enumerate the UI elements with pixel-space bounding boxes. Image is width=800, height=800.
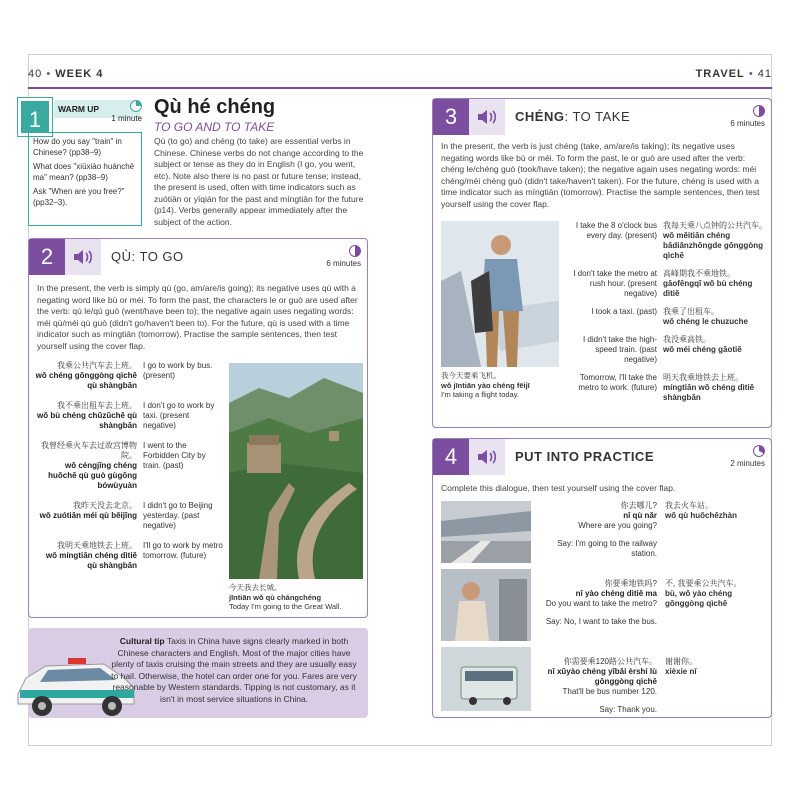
- dialogue-prompt: 你去哪儿? nǐ qù nǎr Where are you going? Say: I'm going to the railway station.: [557, 501, 657, 558]
- intro-title: Qù hé chéng: [154, 96, 276, 118]
- dialogue-answer: 不, 我要乘公共汽车。 bù, wǒ yào chéng gōnggòng qìchē: [665, 579, 742, 608]
- caption-pinyin: wǒ jīntiān yào chéng fēijī: [441, 380, 530, 390]
- header-rule: [28, 87, 772, 89]
- cultural-tip-body: Taxis in China have signs clearly marked in both Chinese characters and English. Most of the major cities have plenty of taxis cruising the main streets and they are usually easy to hail. Otherwise, the hotel can order one for you. Fares are very reasonable by Western standards. Tipping is not customary, as it isn't in most service situations in China.: [111, 636, 357, 704]
- section-4-audio[interactable]: [469, 439, 505, 475]
- intro-text: Qù (to go) and chéng (to take) are essential verbs in Chinese. Chinese verbs do not change according to the subject or tense as they do in English (I go, you went, etc). Note also there is no past or future tense; instead, the present is used, often with time indicators such as zuótiān or yīqián for the past and míngtiān for the future (p14). Verbs generally appear immediately after the subject of the action.: [154, 136, 364, 227]
- section-4-box: [432, 438, 772, 718]
- section-2-timer: 6 minutes: [326, 245, 361, 268]
- caption-chinese: 今天我去长城。: [229, 583, 282, 592]
- warmup-number-badge: 1: [18, 98, 52, 136]
- dialogue-answer: 我去火车站。 wǒ qù huǒchēzhàn: [665, 501, 737, 520]
- left-week-label: WEEK 4: [55, 68, 104, 80]
- sentence-row: [35, 401, 225, 431]
- sentence-chinese: 我乘公共汽车去上班。 wǒ chéng gōnggòng qìchē qù shàngbān: [35, 361, 137, 390]
- section-4-dialogue: [535, 501, 771, 735]
- speaker-icon: [469, 99, 505, 135]
- cultural-tip: [28, 628, 368, 718]
- right-page-header: TRAVEL • 41: [695, 68, 772, 80]
- sentence-english: I don't go to work by taxi. (present negative): [143, 401, 215, 430]
- section-4-timer: 2 minutes: [730, 445, 765, 468]
- sentence-row: [35, 541, 225, 571]
- right-section-label: TRAVEL: [695, 68, 745, 80]
- left-page-header: 40 • WEEK 4: [28, 68, 104, 80]
- warmup-timer: 1 minute: [111, 100, 142, 123]
- section-3-timer: 6 minutes: [730, 105, 765, 128]
- sentence-english: I went to the Forbidden City by train. (past): [143, 441, 206, 470]
- section-2-text: In the present, the verb is simply qù (go, am/are/is going); its negative uses qù with a negating word like bù or méi. To form the past, the characters le or guò are used after the verb: qù le/qù guò (went/have been to); the negative again uses negating words: méi qù/méi qù guò (didn't go/haven't been to). For the future, qù is used with a time indicator such as míngtiān (tomorrow). Practise the sample sentences, then test yourself using the cover flap.: [37, 283, 358, 351]
- sentence-chinese: 我曾经乘火车去过故宫博物院。 wǒ céngjīng chéng huǒchē qù guò gùgōng bówùyuàn: [41, 441, 137, 490]
- section-3-box: [432, 98, 772, 428]
- intro-subtitle: TO GO AND TO TAKE: [154, 120, 275, 134]
- warmup-box: [18, 98, 142, 226]
- right-page-number: 41: [757, 68, 772, 80]
- sentence-english: I took a taxi. (past): [591, 307, 657, 316]
- metro-photo: [441, 569, 531, 641]
- sentence-english: Tomorrow, I'll take the metro to work. (future): [578, 373, 657, 392]
- sentence-chinese: 我乘了出租车。 wǒ chéng le chuzuche: [663, 307, 748, 326]
- section-2-number: 2: [29, 239, 65, 275]
- sentence-chinese: 我不乘出租车去上班。 wǒ bù chéng chūzūchē qù shàngbān: [37, 401, 137, 430]
- sentence-english: I'll go to work by metro tomorrow. (future): [143, 541, 223, 560]
- sentence-row: [35, 501, 225, 531]
- dialogue-exchange: [535, 657, 771, 723]
- section-4-instruction: Complete this dialogue, then test yourself using the cover flap.: [441, 483, 676, 493]
- section-3-title: CHÉNG: TO TAKE: [515, 109, 631, 124]
- sentence-chinese: 我每天乘八点钟的公共汽车。 wǒ měitiān chéng bādiǎnzhōngde gōnggòng qìchē: [663, 221, 767, 260]
- bus-photo: [441, 647, 531, 711]
- warmup-question-3: Ask "When are you free?" (pp32–3).: [33, 187, 125, 207]
- caption-english: Today I'm going to the Great Wall.: [229, 602, 342, 611]
- cultural-tip-label: Cultural tip: [119, 636, 165, 646]
- speaker-icon: [469, 439, 505, 475]
- warmup-question-2: What does "xiūxiào huánchē ma" mean? (pp38–9): [33, 162, 135, 182]
- dialogue-prompt: 你需要乘120路公共汽车。 nǐ xūyào chéng yībǎi èrshí lù gōnggòng qìchē That'll be bus number 120. Say: Thank you.: [547, 657, 657, 714]
- great-wall-photo: [229, 363, 363, 579]
- dialogue-answer: 谢谢你。 xièxie nǐ: [665, 657, 697, 676]
- section-4-title: PUT INTO PRACTICE: [515, 449, 654, 464]
- sentence-row: [563, 307, 769, 327]
- sentence-row: [563, 335, 769, 365]
- section-3-number: 3: [433, 99, 469, 135]
- sentence-chinese: 高峰期我不乘地铁。 gāofēngqī wǒ bù chéng dìtiě: [663, 269, 753, 298]
- sentence-row: [563, 269, 769, 299]
- caption-pinyin: jīntiān wǒ qù chángchéng: [229, 592, 322, 602]
- dialogue-exchange: [535, 579, 771, 645]
- left-page-number: 40: [28, 68, 43, 80]
- sentence-row: [35, 441, 225, 491]
- dialogue-exchange: [535, 501, 771, 567]
- sentence-english: I didn't go to Beijing yesterday. (past negative): [143, 501, 213, 530]
- great-wall-caption: [229, 583, 367, 612]
- section-2-audio[interactable]: [65, 239, 101, 275]
- section-4-number: 4: [433, 439, 469, 475]
- dialogue-prompt: 你要乘地铁吗? nǐ yào chéng dìtiě ma Do you want to take the metro? Say: No, I want to take the bus.: [545, 579, 657, 626]
- sentence-row: [563, 221, 769, 261]
- section-2-sentences: [35, 361, 225, 581]
- sentence-english: I take the 8 o'clock bus every day. (present): [575, 221, 657, 240]
- sentence-english: I don't take the metro at rush hour. (present negative): [573, 269, 657, 298]
- traveler-caption: [441, 371, 561, 400]
- cultural-tip-text: [108, 636, 360, 705]
- sentence-english: I go to work by bus. (present): [143, 361, 213, 380]
- sentence-row: [35, 361, 225, 391]
- section-3-text: In the present, the verb is just chéng (take, am/are/is taking); its negative uses negating words like bù or méi. To form the past, le or guò are used after the verb: chéng le/chéng guò (took/have taken); the negative again uses negating words: méi chéng/méi chéng guò (didn't take/haven't taken). For the future, chéng is used with a time indicator such as míngtiān (tomorrow). Practise the sample sentences, then test yourself using the cover flap.: [441, 141, 760, 209]
- section-2-box: [28, 238, 368, 618]
- warmup-panel: [28, 132, 142, 226]
- station-photo: [441, 501, 531, 563]
- sentence-chinese: 我没乘高铁。 wǒ méi chéng gāotiě: [663, 335, 742, 354]
- section-3-audio[interactable]: [469, 99, 505, 135]
- warmup-label: WARM UP: [54, 100, 140, 118]
- section-3-sentences: [563, 221, 769, 411]
- caption-english: I'm taking a flight today.: [441, 390, 519, 399]
- sentence-chinese: 明天我乘地铁去上班。 míngtiān wǒ chéng dìtiě shàngbān: [663, 373, 755, 402]
- traveler-photo: [441, 221, 559, 367]
- speaker-icon: [65, 239, 101, 275]
- intro-block: [154, 96, 368, 228]
- sentence-english: I didn't take the high-speed train. (past negative): [582, 335, 657, 364]
- sentence-chinese: 我昨天没去北京。 wǒ zuótiān méi qù běijīng: [39, 501, 137, 520]
- sentence-row: [563, 373, 769, 403]
- caption-chinese: 我今天要乘飞机。: [441, 371, 501, 380]
- warmup-question-1: How do you say "train" in Chinese? (pp38–9): [33, 137, 122, 157]
- sentence-chinese: 我明天乘地铁去上班。 wǒ míngtiān chéng dìtiě qù shàngbān: [45, 541, 137, 570]
- section-2-title: QÙ: TO GO: [111, 249, 184, 264]
